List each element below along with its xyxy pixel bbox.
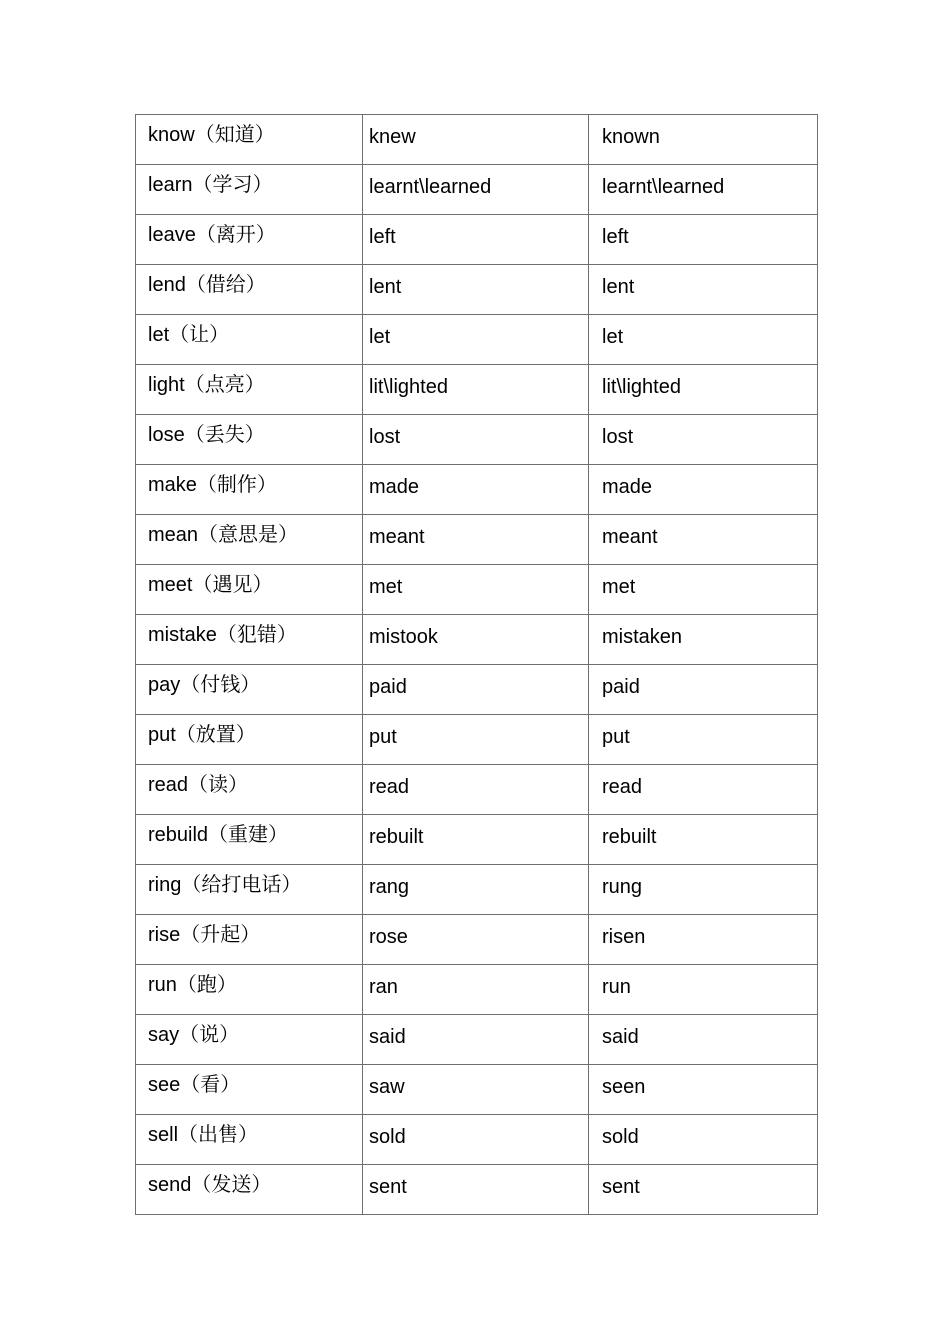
table-row	[136, 665, 818, 715]
base-form-cell: ring（给打电话）	[136, 865, 363, 915]
past-tense-cell: knew	[363, 115, 589, 165]
base-form-cell: lend（借给）	[136, 265, 363, 315]
table-row	[136, 815, 818, 865]
base-form-cell: put（放置）	[136, 715, 363, 765]
table-row	[136, 215, 818, 265]
base-form-cell: rise（升起）	[136, 915, 363, 965]
past-participle-cell: rebuilt	[589, 815, 818, 865]
irregular-verb-table	[135, 114, 818, 1215]
base-form-cell: run（跑）	[136, 965, 363, 1015]
past-tense-cell: rang	[363, 865, 589, 915]
past-tense-cell: read	[363, 765, 589, 815]
table-row	[136, 915, 818, 965]
verb-table-body	[136, 115, 818, 1215]
base-form-cell: mean（意思是）	[136, 515, 363, 565]
past-participle-cell: said	[589, 1015, 818, 1065]
base-form-cell: make（制作）	[136, 465, 363, 515]
past-participle-cell: risen	[589, 915, 818, 965]
past-tense-cell: let	[363, 315, 589, 365]
base-form-cell: mistake（犯错）	[136, 615, 363, 665]
past-participle-cell: lit\lighted	[589, 365, 818, 415]
past-participle-cell: sent	[589, 1165, 818, 1215]
past-tense-cell: said	[363, 1015, 589, 1065]
past-participle-cell: read	[589, 765, 818, 815]
past-tense-cell: lit\lighted	[363, 365, 589, 415]
past-tense-cell: paid	[363, 665, 589, 715]
past-tense-cell: rose	[363, 915, 589, 965]
base-form-cell: know（知道）	[136, 115, 363, 165]
base-form-cell: pay（付钱）	[136, 665, 363, 715]
base-form-cell: lose（丢失）	[136, 415, 363, 465]
past-participle-cell: meant	[589, 515, 818, 565]
past-participle-cell: met	[589, 565, 818, 615]
base-form-cell: light（点亮）	[136, 365, 363, 415]
past-participle-cell: let	[589, 315, 818, 365]
table-row	[136, 415, 818, 465]
past-participle-cell: rung	[589, 865, 818, 915]
table-row	[136, 365, 818, 415]
past-tense-cell: mistook	[363, 615, 589, 665]
past-participle-cell: put	[589, 715, 818, 765]
past-participle-cell: sold	[589, 1115, 818, 1165]
past-participle-cell: left	[589, 215, 818, 265]
table-row	[136, 865, 818, 915]
table-row	[136, 1015, 818, 1065]
past-tense-cell: lost	[363, 415, 589, 465]
past-tense-cell: meant	[363, 515, 589, 565]
past-participle-cell: known	[589, 115, 818, 165]
past-participle-cell: run	[589, 965, 818, 1015]
table-row	[136, 715, 818, 765]
past-tense-cell: saw	[363, 1065, 589, 1115]
table-row	[136, 315, 818, 365]
base-form-cell: say（说）	[136, 1015, 363, 1065]
base-form-cell: read（读）	[136, 765, 363, 815]
past-tense-cell: put	[363, 715, 589, 765]
past-participle-cell: made	[589, 465, 818, 515]
past-tense-cell: sold	[363, 1115, 589, 1165]
table-row	[136, 465, 818, 515]
past-tense-cell: rebuilt	[363, 815, 589, 865]
past-tense-cell: made	[363, 465, 589, 515]
table-row	[136, 565, 818, 615]
table-row	[136, 115, 818, 165]
past-tense-cell: sent	[363, 1165, 589, 1215]
past-participle-cell: paid	[589, 665, 818, 715]
base-form-cell: see（看）	[136, 1065, 363, 1115]
base-form-cell: meet（遇见）	[136, 565, 363, 615]
base-form-cell: learn（学习）	[136, 165, 363, 215]
table-row	[136, 765, 818, 815]
past-tense-cell: lent	[363, 265, 589, 315]
table-row	[136, 265, 818, 315]
past-participle-cell: lent	[589, 265, 818, 315]
past-participle-cell: seen	[589, 1065, 818, 1115]
table-row	[136, 965, 818, 1015]
table-row	[136, 1065, 818, 1115]
past-tense-cell: left	[363, 215, 589, 265]
past-tense-cell: met	[363, 565, 589, 615]
past-tense-cell: ran	[363, 965, 589, 1015]
base-form-cell: send（发送）	[136, 1165, 363, 1215]
past-participle-cell: mistaken	[589, 615, 818, 665]
base-form-cell: sell（出售）	[136, 1115, 363, 1165]
table-row	[136, 1165, 818, 1215]
table-row	[136, 515, 818, 565]
table-row	[136, 165, 818, 215]
table-row	[136, 1115, 818, 1165]
past-participle-cell: learnt\learned	[589, 165, 818, 215]
base-form-cell: leave（离开）	[136, 215, 363, 265]
past-tense-cell: learnt\learned	[363, 165, 589, 215]
table-row	[136, 615, 818, 665]
base-form-cell: rebuild（重建）	[136, 815, 363, 865]
base-form-cell: let（让）	[136, 315, 363, 365]
past-participle-cell: lost	[589, 415, 818, 465]
